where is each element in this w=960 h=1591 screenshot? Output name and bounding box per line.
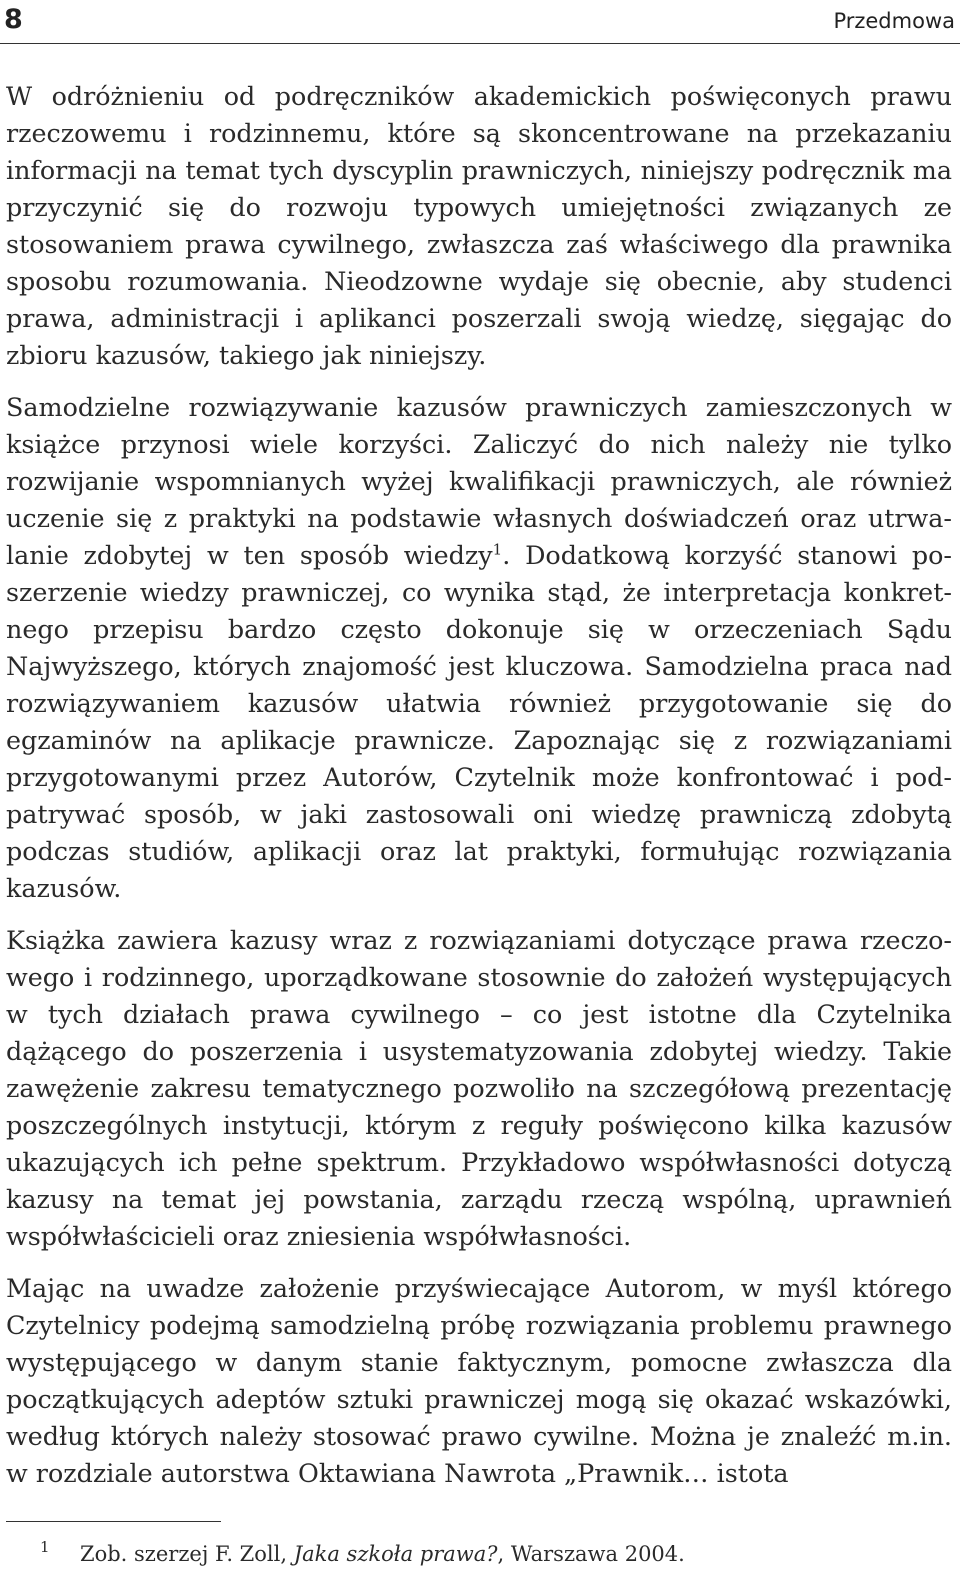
footnote-book-title: Jaka szkoła prawa?	[293, 1542, 498, 1566]
header-rule	[0, 43, 960, 44]
page-number: 8	[4, 4, 23, 35]
footnote-reference: 1	[492, 540, 503, 559]
page-header	[0, 0, 960, 46]
paragraph-3: Książka zawiera kazusy wraz z rozwiązaniami dotyczące prawa rzeczowego i rodzinnego, uporządkowane stosownie do założeń występujących w tych działach prawa cywilnego – co jest istotne dla Czytelnika dążącego do poszerzenia i usystematyzowania zdobytej wiedzy. Takie zawężenie zakresu tematycznego pozwoliło na szczegółową prezentację poszczególnych instytucji, którym z reguły poświęcono kilka kazusów ukazujących ich pełne spektrum. Przykładowo współwłasności dotyczą kazusy na temat jej powstania, zarządu rzeczą wspólną, uprawnień współwłaścicieli oraz zniesienia współwłasności.	[6, 925, 952, 1251]
running-head: Przedmowa	[833, 9, 955, 33]
paragraph-2-part-2: . Dodatkową korzyść stanowi poszerzenie wiedzy prawniczej, co wynika stąd, że interpretacja konkretnego przepisu bardzo często dokonuje się w orzeczeniach Sądu Najwyższego, których znajomość jest kluczowa. Samodzielna praca nad rozwiązywaniem kazusów ułatwia również przygotowanie się do egzaminów na aplikacje prawnicze. Zapoznając się z rozwiązaniami przygotowanymi przez Autorów, Czytelnik może konfrontować i podpatrywać sposób, w jaki zastosowali oni wiedzę prawniczą zdobytą podczas studiów, aplikacji oraz lat praktyki, formułując rozwiązania kazusów.	[6, 540, 953, 903]
paragraph-4: Mając na uwadze założenie przyświecające Autorom, w myśl którego Czytelnicy podejmą samodzielną próbę rozwiązania problemu prawnego występującego w danym stanie faktycznym, pomocne zwłaszcza dla początkujących adeptów sztuki prawniczej mogą się okazać wskazówki, według których należy stosować prawo cywilne. Można je znaleźć m.in. w rozdziale autorstwa Oktawiana Nawrota „Prawnik… istota	[6, 1273, 952, 1488]
footnote-number: 1	[40, 1538, 50, 1556]
footnote-rule	[6, 1521, 221, 1522]
paragraph-1: W odróżnieniu od podręczników akademickich poświęconych prawu rzeczowemu i rodzinnemu, które są skoncentrowane na przekazaniu informacji na temat tych dyscyplin prawniczych, niniejszy podręcznik ma przyczynić się do rozwoju typowych umiejętności związanych ze stosowaniem prawa cywilnego, zwłaszcza zaś właściwego dla prawnika sposobu rozumowania. Nieodzowne wydaje się obecnie, aby studenci prawa, administracji i aplikanci poszerzali swoją wiedzę, sięgając do zbioru kazusów, takiego jak niniejszy.	[6, 81, 952, 370]
paragraph-2-part-1: Samodzielne rozwiązywanie kazusów prawniczych zamieszczonych w książce przynosi wiele korzyści. Zaliczyć do nich należy nie tylko rozwijanie wspomnianych wyżej kwalifikacji prawniczych, ale również uczenie się z praktyki na podstawie własnych doświadczeń oraz utrwalanie zdobytej w ten sposób wiedzy	[6, 392, 952, 570]
main-text	[6, 78, 952, 1507]
footnote-text	[80, 1537, 685, 1571]
footnote-text-tail: , Warszawa 2004.	[497, 1542, 685, 1566]
paragraph-2	[6, 389, 952, 907]
footnote-text-lead: Zob. szerzej F. Zoll,	[80, 1542, 294, 1566]
